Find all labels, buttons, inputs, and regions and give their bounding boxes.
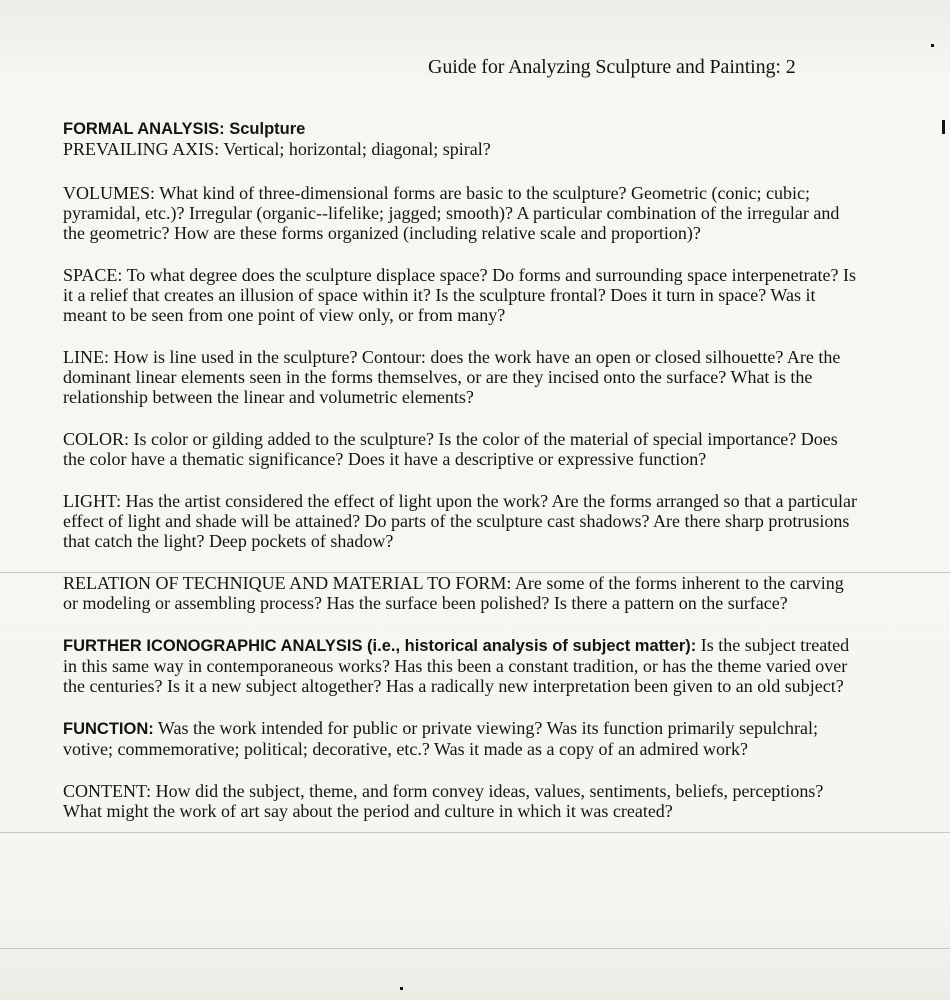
section-iconographic <box>63 635 863 696</box>
section-line <box>63 347 863 407</box>
section-label: FUNCTION: <box>63 720 154 738</box>
section-function <box>63 718 863 759</box>
section-label: LINE: <box>63 347 109 367</box>
section-label: VOLUMES: <box>63 183 156 203</box>
formal-analysis-title <box>63 118 863 139</box>
section-text: Are some of the forms inherent to the carving or modeling or assembling process? Has the surface been polished? Is there a pattern on the surface? <box>63 573 844 613</box>
section-label: RELATION OF TECHNIQUE AND MATERIAL TO FORM: <box>63 573 512 593</box>
section-light <box>63 491 863 551</box>
section-technique-material <box>63 573 863 613</box>
section-volumes <box>63 183 863 243</box>
scan-speck <box>400 987 403 990</box>
section-text: Was the work intended for public or private viewing? Was its function primarily sepulchral; votive; commemorative; political; decorative, etc.? Was it made as a copy of an admired work? <box>63 718 819 759</box>
section-label: FURTHER ICONOGRAPHIC ANALYSIS (i.e., historical analysis of subject matter): <box>63 637 697 655</box>
section-text: How is line used in the sculpture? Contour: does the work have an open or closed silhouette? Are the dominant linear elements seen in the forms themselves, or are they incised onto the surface? What is the relationship between the linear and volumetric elements? <box>63 347 841 407</box>
section-text: To what degree does the sculpture displace space? Do forms and surrounding space interpenetrate? Is it a relief that creates an illusion of space within it? Is the sculpture frontal? Does it turn in space? Was it meant to be seen from one point of view only, or from many? <box>63 265 857 325</box>
prevailing-axis-line <box>63 139 863 159</box>
formal-analysis-block <box>63 118 863 159</box>
document-body <box>63 118 863 843</box>
prevailing-axis-label: PREVAILING AXIS: <box>63 139 220 159</box>
scan-artifact-line <box>0 948 950 949</box>
page-header: Guide for Analyzing Sculpture and Painting: 2 <box>428 56 796 78</box>
prevailing-axis-text: Vertical; horizontal; diagonal; spiral? <box>223 139 491 159</box>
section-text: How did the subject, theme, and form convey ideas, values, sentiments, beliefs, perceptions? What might the work of art say about the period and culture in which it was created? <box>63 781 824 821</box>
section-text: Has the artist considered the effect of light upon the work? Are the forms arranged so that a particular effect of light and shade will be attained? Do parts of the sculpture cast shadows? Are there sharp protrusions that catch the light? Deep pockets of shadow? <box>63 491 858 551</box>
section-text: Is the subject treated in this same way in contemporaneous works? Has this been a constant tradition, or has the theme varied over the centuries? Is it a new subject altogether? Has a radically new interpretation been given to an old subject? <box>63 635 850 696</box>
section-label: COLOR: <box>63 429 130 449</box>
scan-speck <box>931 44 934 47</box>
section-text: What kind of three-dimensional forms are basic to the sculpture? Geometric (conic; cubic; pyramidal, etc.)? Irregular (organic--lifelike; jagged; smooth)? A particular combination of the irregular and the geometric? How are these forms organized (including relative scale and proportion)? <box>63 183 840 243</box>
section-label: CONTENT: <box>63 781 152 801</box>
scan-speck <box>942 120 945 134</box>
section-label: SPACE: <box>63 265 123 285</box>
section-color <box>63 429 863 469</box>
section-text: Is color or gilding added to the sculpture? Is the color of the material of special importance? Does the color have a thematic significance? Does it have a descriptive or expressive function? <box>63 429 838 469</box>
formal-analysis-heading: FORMAL ANALYSIS: Sculpture <box>63 120 306 138</box>
section-label: LIGHT: <box>63 491 122 511</box>
section-space <box>63 265 863 325</box>
section-content <box>63 781 863 821</box>
